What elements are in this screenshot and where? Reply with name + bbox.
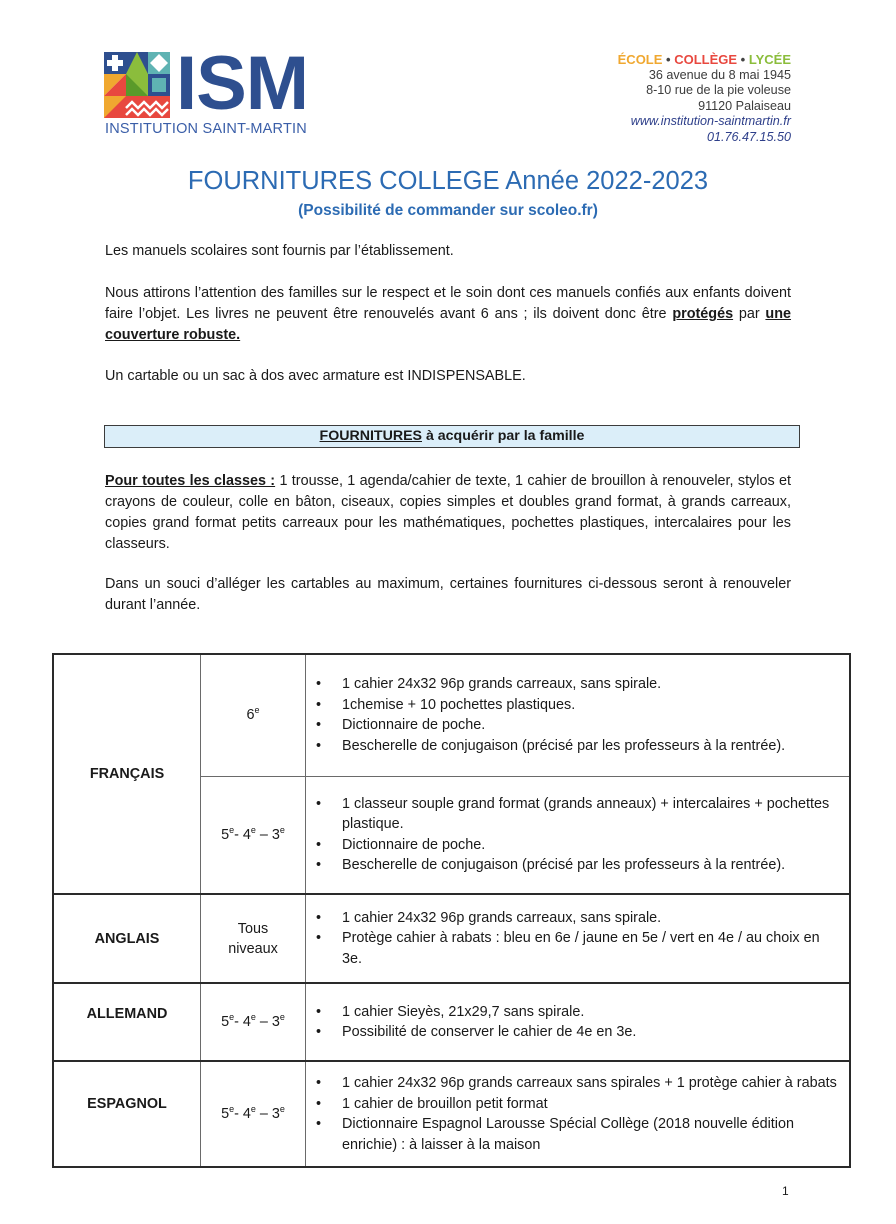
table-row — [53, 654, 850, 776]
level-college: COLLÈGE — [674, 52, 738, 67]
intro-paragraph-2 — [105, 283, 791, 346]
ism-logo — [104, 41, 324, 142]
level-part: – 3 — [255, 1014, 280, 1030]
intro-p2-par: par — [733, 306, 766, 322]
page-title: FOURNITURES COLLEGE Année 2022-2023 — [187, 167, 709, 195]
list-item: • Possibilité de conserver le cahier de 4e en 3e. — [342, 1022, 841, 1043]
band-underlined: FOURNITURES — [319, 428, 422, 444]
subject-espagnol: ESPAGNOL — [53, 1061, 201, 1167]
level-cell — [201, 654, 306, 776]
level-line: niveaux — [228, 940, 278, 957]
list-item: • 1chemise + 10 pochettes plastiques. — [342, 695, 841, 716]
list-item: • Protège cahier à rabats : bleu en 6e / jaune en 5e / vert en 4e / au choix en 3e. — [342, 928, 841, 969]
list-item: • Dictionnaire de poche. — [342, 715, 841, 736]
level-part: 5 — [221, 1014, 230, 1030]
level-number: 6 — [246, 707, 255, 724]
level-sup: e — [279, 824, 285, 835]
page-number: 1 — [782, 1184, 789, 1198]
school-levels: ÉCOLE • COLLÈGE • LYCÉE — [617, 52, 791, 67]
logo-text: ISM — [176, 41, 309, 126]
all-classes-text: 1 trousse, 1 agenda/cahier de texte, 1 cahier de brouillon à renouveler, stylos et crayons de couleur, colle en bâton, ciseaux, copies simples et doubles grand format, à grands carreaux, copies grand format petits carreaux pour les mathématiques, pochettes plastiques, intercalaires pour les classeurs. — [105, 473, 791, 552]
list-item: • 1 cahier de brouillon petit format — [342, 1094, 841, 1115]
logo-subtitle: INSTITUTION SAINT-MARTIN — [105, 121, 307, 137]
cover-emphasis: une couverture robuste. — [105, 306, 792, 343]
all-classes-label: Pour toutes les classes : — [105, 473, 276, 489]
items-cell — [306, 1061, 851, 1167]
logo-mosaic-icon — [104, 52, 170, 118]
subject-anglais: ANGLAIS — [53, 894, 201, 983]
address-city: 91120 Palaiseau — [698, 98, 791, 113]
level-sup: e — [250, 1012, 256, 1022]
table-row — [53, 894, 850, 983]
level-sup: e — [229, 1104, 235, 1114]
intro-paragraph-1: Les manuels scolaires sont fournis par l’établissement. — [105, 243, 454, 259]
level-part: – 3 — [255, 1106, 280, 1122]
address-line: 36 avenue du 8 mai 1945 — [648, 67, 791, 82]
items-list — [316, 794, 841, 876]
level-cell — [201, 1061, 306, 1167]
items-list — [316, 674, 841, 756]
phone-number: 01.76.47.15.50 — [706, 129, 791, 144]
table-row — [53, 983, 850, 1061]
list-item: • 1 classeur souple grand format (grands anneaux) + intercalaires + pochettes plastique. — [342, 794, 841, 835]
list-item: • Bescherelle de conjugaison (précisé par les professeurs à la rentrée). — [342, 855, 841, 876]
intro-p2-text: Nous attirons l’attention des familles sur le respect et le soin dont ces manuels confiés aux enfants doivent faire l’objet. Les livres ne peuvent être renouvelés avant 6 ans ; ils doivent donc être — [105, 285, 791, 322]
protected-emphasis: protégés — [672, 306, 734, 322]
list-item: • 1 cahier 24x32 96p grands carreaux sans spirales + 1 protège cahier à rabats — [342, 1073, 841, 1094]
items-cell — [306, 654, 851, 776]
page-subtitle: (Possibilité de commander sur scoleo.fr) — [298, 202, 598, 219]
level-part: 5 — [221, 1106, 230, 1122]
list-item: • Dictionnaire de poche. — [342, 835, 841, 856]
items-list — [316, 1002, 841, 1043]
all-classes-paragraph — [105, 471, 791, 555]
level-sup: e — [229, 824, 235, 835]
level-part: - 4 — [234, 1014, 251, 1030]
level-part: - 4 — [234, 826, 251, 843]
level-sup: e — [229, 1012, 235, 1022]
items-cell — [306, 894, 851, 983]
level-sup: e — [279, 1012, 285, 1022]
level-sup: e — [254, 705, 260, 716]
level-cell — [201, 983, 306, 1061]
subject-francais: FRANÇAIS — [53, 654, 201, 894]
items-list — [316, 1073, 841, 1155]
note-paragraph: Dans un souci d’alléger les cartables au maximum, certaines fournitures ci-dessous seront à renouveler durant l’année. — [105, 576, 791, 613]
contact-block — [618, 52, 791, 146]
level-ecole: ÉCOLE — [617, 52, 663, 67]
table-row — [53, 1061, 850, 1167]
website-link[interactable]: www.institution-saintmartin.fr — [630, 114, 791, 129]
supplies-table — [52, 653, 851, 1168]
items-list — [316, 908, 841, 970]
level-cell — [201, 776, 306, 894]
level-sup: e — [279, 1104, 285, 1114]
list-item: • 1 cahier 24x32 96p grands carreaux, sans spirale. — [342, 908, 841, 929]
list-item: • 1 cahier Sieyès, 21x29,7 sans spirale. — [342, 1002, 841, 1023]
level-part: - 4 — [234, 1106, 251, 1122]
intro-paragraph-3: Un cartable ou un sac à dos avec armature est INDISPENSABLE. — [105, 368, 526, 384]
section-band — [104, 425, 800, 448]
level-sup: e — [250, 1104, 256, 1114]
list-item: • 1 cahier 24x32 96p grands carreaux, sans spirale. — [342, 674, 841, 695]
level-sup: e — [250, 824, 256, 835]
subject-allemand: ALLEMAND — [53, 983, 201, 1061]
list-item: • Dictionnaire Espagnol Larousse Spécial Collège (2018 nouvelle édition enrichie) : à laisser à la maison — [342, 1114, 841, 1155]
address-line: 8-10 rue de la pie voleuse — [646, 83, 791, 98]
items-cell — [306, 983, 851, 1061]
band-rest: à acquérir par la famille — [422, 428, 585, 444]
items-cell — [306, 776, 851, 894]
level-part: 5 — [221, 826, 230, 843]
level-lycee: LYCÉE — [748, 52, 791, 67]
level-part: – 3 — [255, 826, 280, 843]
level-cell — [201, 894, 306, 983]
list-item: • Bescherelle de conjugaison (précisé par les professeurs à la rentrée). — [342, 736, 841, 757]
level-line: Tous — [237, 920, 269, 937]
